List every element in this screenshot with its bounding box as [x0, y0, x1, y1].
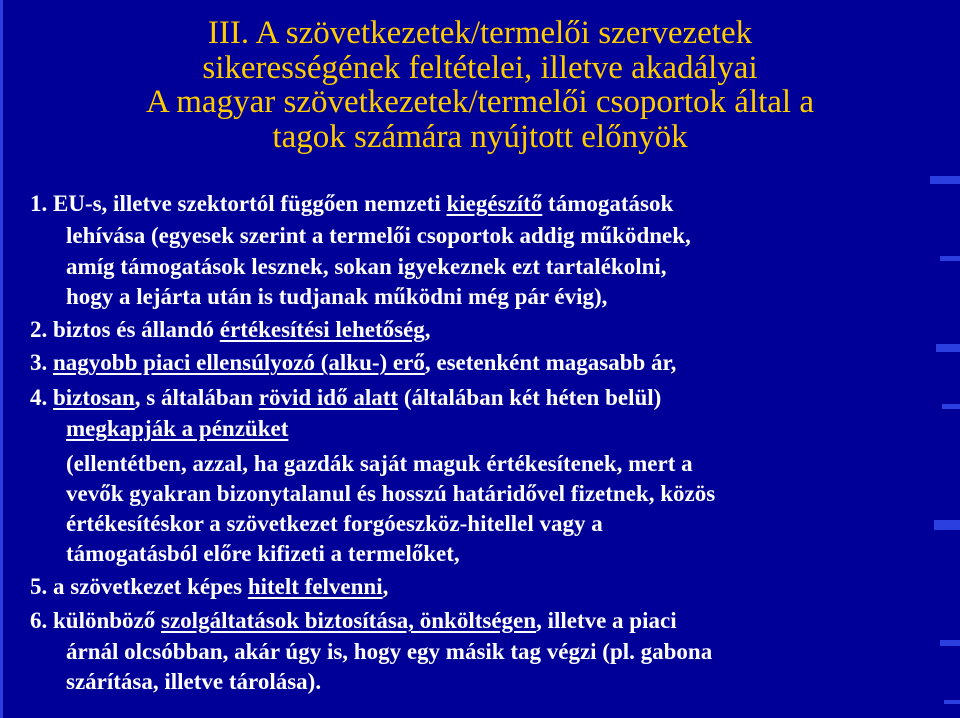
underlined-text: megkapják a pénzüket [66, 416, 289, 441]
list-item-4-line-6: támogatásból előre kifizeti a termelőket, [66, 541, 460, 566]
text: (általában két héten belül) [398, 385, 662, 410]
list-item-1-line-3: amíg támogatások lesznek, sokan igyekeznek ezt tartalékolni, [66, 254, 667, 279]
text: a szövetkezet képes [53, 574, 248, 599]
text: , [382, 574, 389, 599]
text: biztos és állandó [53, 317, 220, 342]
list-number: 2. [30, 317, 48, 342]
underlined-text: biztosan [53, 385, 135, 410]
text: , [424, 317, 431, 342]
text: különböző [53, 608, 162, 633]
title-line: tagok számára nyújtott előnyök [272, 118, 688, 155]
list-number: 6. [30, 608, 48, 633]
underlined-text: nagyobb piaci ellensúlyozó (alku-) erő [53, 350, 425, 375]
list-item-6-line-3: szárítása, illetve tárolása). [66, 669, 322, 694]
list-item-1-line-1 [30, 190, 673, 218]
list-item-4-line-4: vevők gyakran bizonytalanul és hosszú határidővel fizetnek, közös [66, 481, 716, 506]
underlined-text: szolgáltatások biztosítása, önköltségen [161, 608, 537, 633]
list-item-3 [30, 349, 676, 377]
title-line: A magyar szövetkezetek/termelői csoportok által a [146, 84, 814, 120]
list-number: 1. [30, 191, 48, 216]
text: , esetenként magasabb ár, [424, 350, 677, 375]
underlined-text: rövid idő alatt [258, 385, 399, 410]
list-item-4-line-3: (ellentétben, azzal, ha gazdák saját maguk értékesítenek, mert a [66, 451, 693, 476]
list-number: 3. [30, 350, 48, 375]
list-item-1-line-2: lehívása (egyesek szerint a termelői csoportok addig működnek, [66, 223, 691, 248]
list-number: 4. [30, 385, 48, 410]
list-number: 5. [30, 574, 48, 599]
list-item-4-line-5: értékesítéskor a szövetkezet forgóeszköz-hitellel vagy a [66, 511, 603, 536]
list-item-6-line-1 [30, 607, 677, 635]
text: EU-s, illetve szektortól függően nemzeti [53, 191, 447, 216]
title-line: sikerességének feltételei, illetve akadályai [202, 49, 758, 86]
list-item-4-line-1 [30, 384, 661, 412]
list-item-1-line-4: hogy a lejárta után is tudjanak működni még pár évig), [66, 284, 608, 309]
text: , s általában [134, 385, 259, 410]
list-item-4-line-2 [66, 415, 288, 443]
text: támogatások [542, 191, 674, 216]
underlined-text: hitelt felvenni [247, 574, 383, 599]
list-item-5 [30, 573, 388, 601]
underlined-text: kiegészítő [446, 191, 543, 216]
list-item-2 [30, 316, 431, 344]
list-item-6-line-2: árnál olcsóbban, akár úgy is, hogy egy másik tag végzi (pl. gabona [66, 639, 713, 664]
underlined-text: értékesítési lehetőség [219, 317, 425, 342]
text: , illetve a piaci [536, 608, 677, 633]
title-line: III. A szövetkezetek/termelői szervezetek [207, 15, 753, 51]
